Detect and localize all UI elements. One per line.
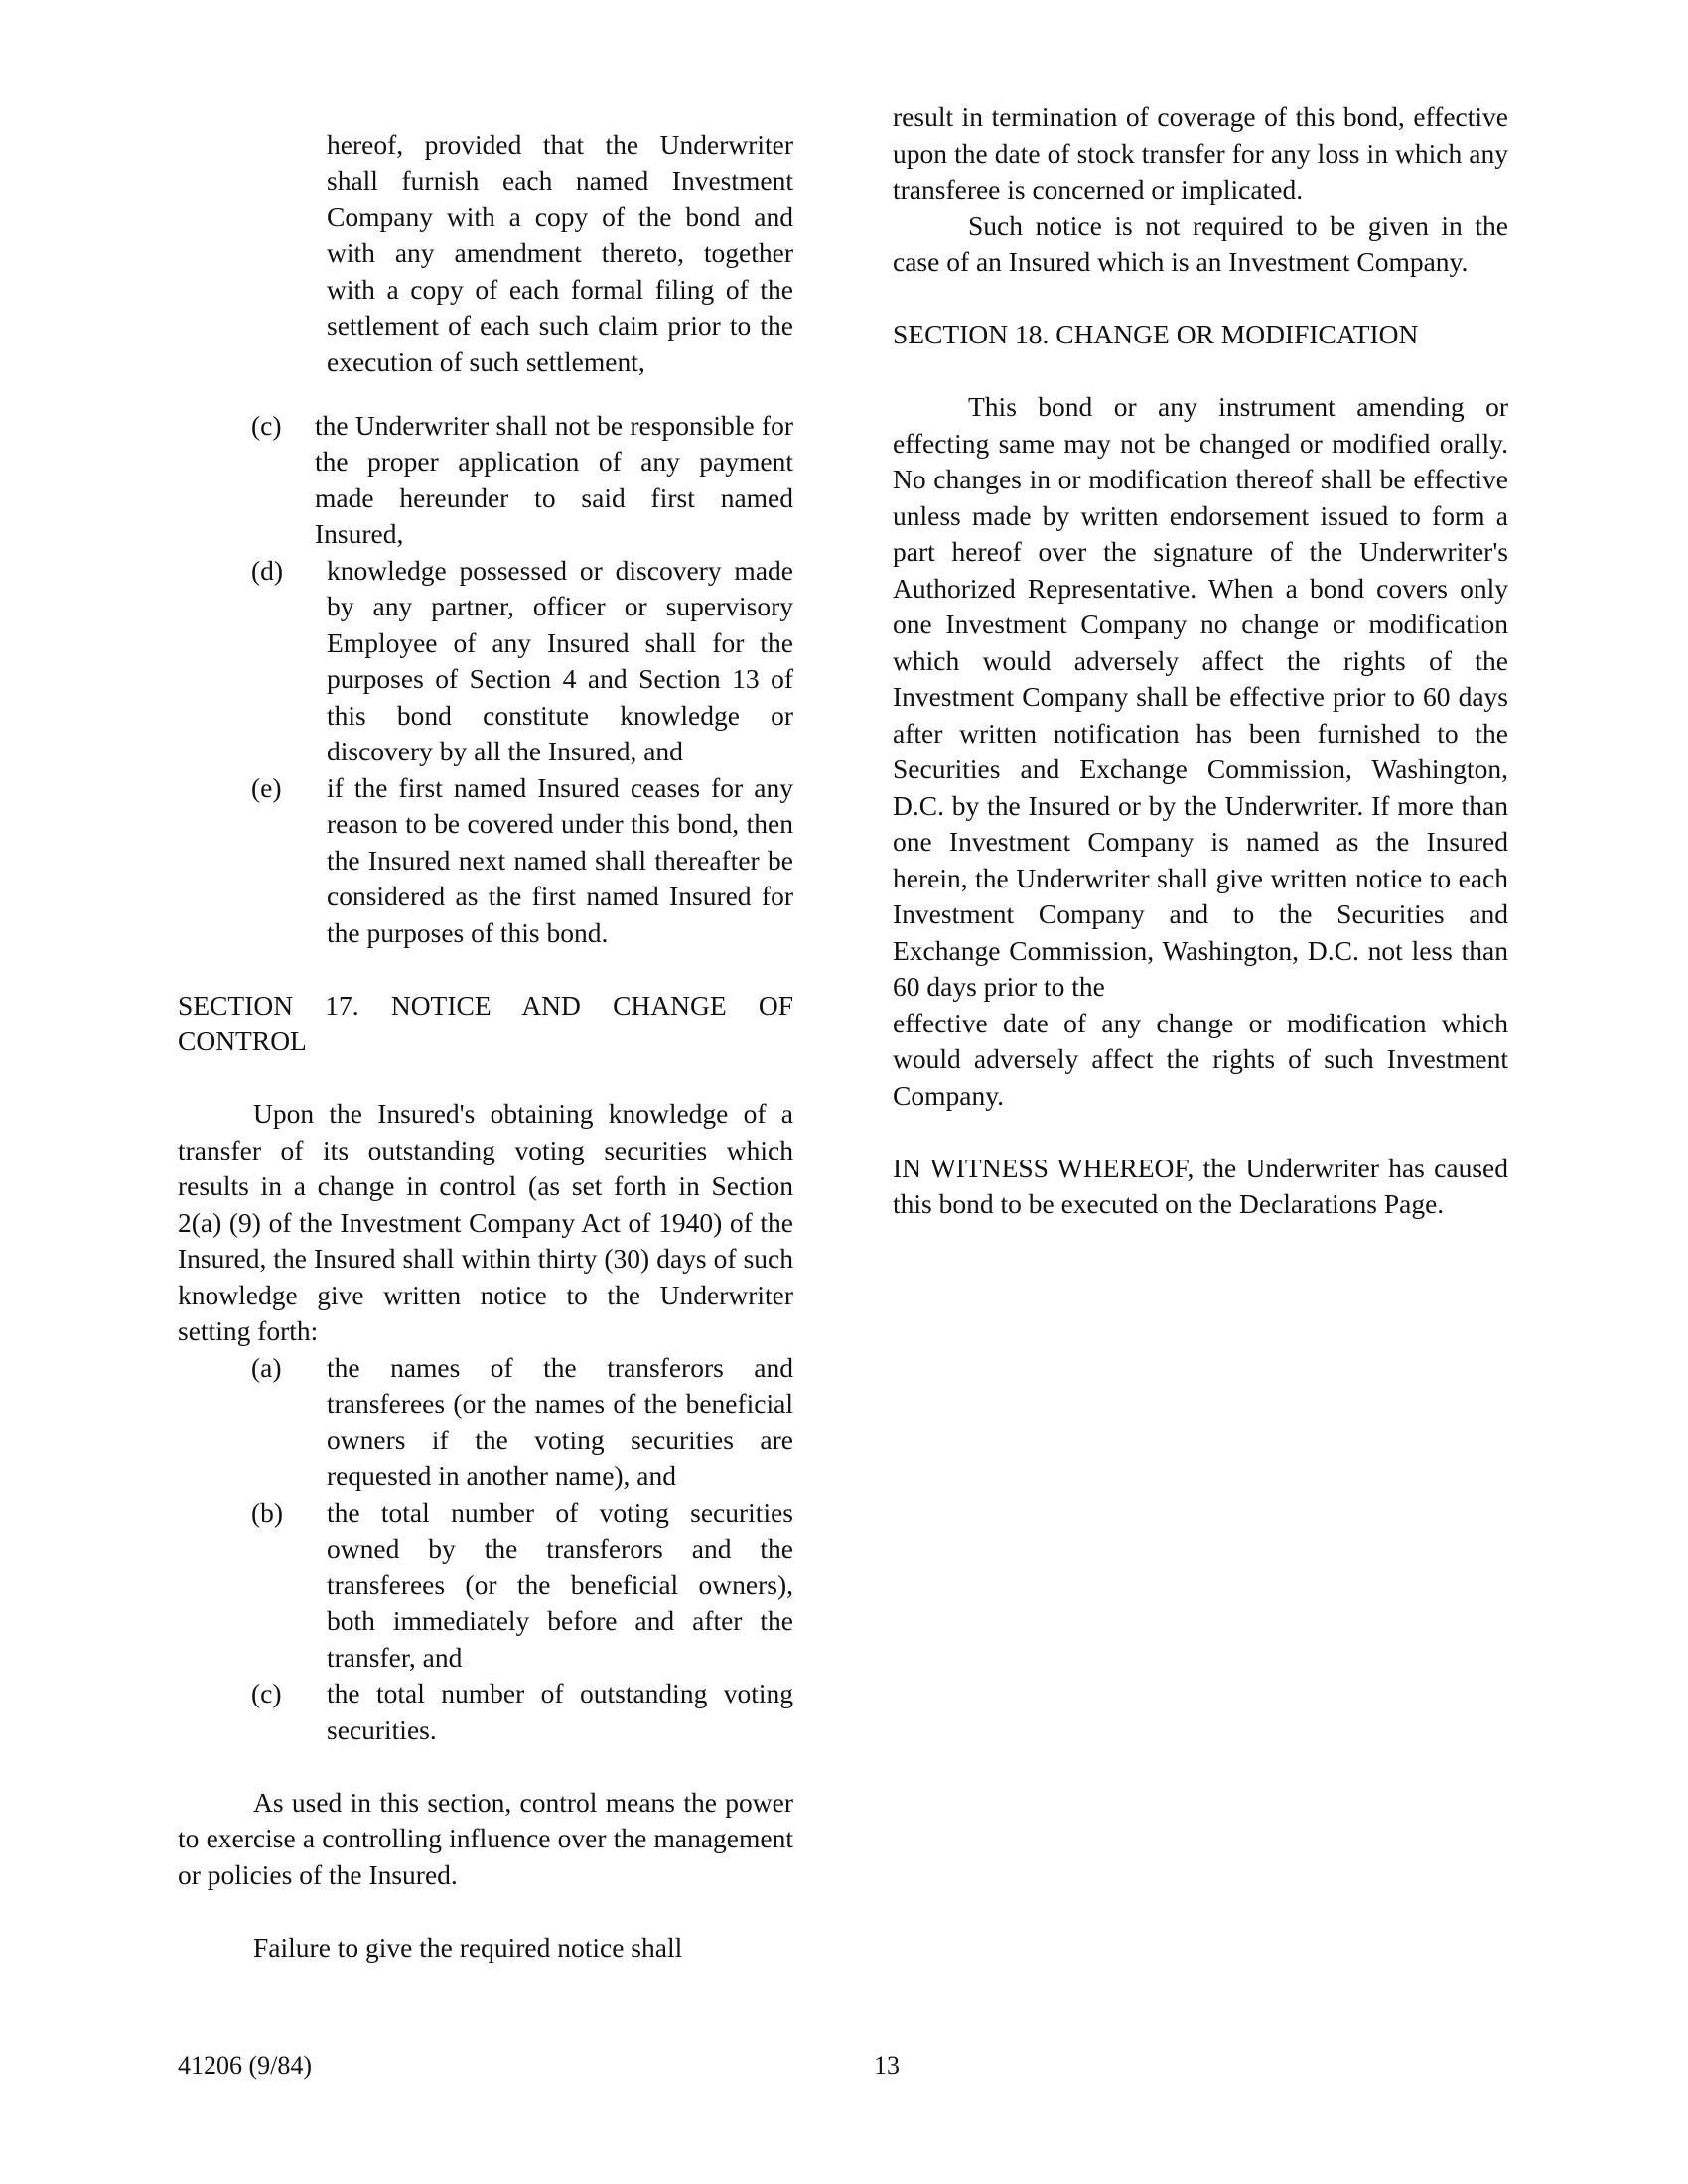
witness-clause: IN WITNESS WHEREOF, the Underwriter has caused this bond to be executed on the Declarations Page. [893,1152,1508,1219]
control-definition: As used in this section, control means the power to exercise a controlling influence over the management or policies of the Insured. [178,1786,793,1890]
list-item-d [178,553,793,770]
section-17-heading: SECTION 17. NOTICE AND CHANGE OF CONTROL [178,989,793,1056]
list-label: (d) [251,554,284,586]
list-text: the names of the transferors and transferees (or the names of the beneficial owners if the voting securities are requested in another name), and [327,1351,793,1491]
failure-notice-start: Failure to give the required notice shall [253,1931,683,1963]
section-17-intro: Upon the Insured's obtaining knowledge of a transfer of its outstanding voting securities which results in a change in control (as set forth in Section 2(a) (9) of the Investment Company Act of 1940) of the Insured, the Insured shall within thirty (30) days of such knowledge give written notice to the Underwriter setting forth: [178,1098,793,1346]
left-column [178,99,793,1966]
continuation-paragraph: hereof, provided that the Underwriter shall furnish each named Investment Company with a copy of the bond and with any amendment thereto, together with a copy of each formal filing of the settlement of each such claim prior to the execution of such settlement, [327,128,793,377]
list-item-c2 [178,1676,793,1748]
list-item-c [178,408,793,553]
list-item-a [178,1350,793,1495]
list-label: (e) [251,771,282,803]
failure-notice-end: result in termination of coverage of this bond, effective upon the date of stock transfer for any loss in which any transferee is concerned or implicated. [893,101,1508,205]
list-label: (b) [251,1496,284,1528]
list-text: the Underwriter shall not be responsible for the proper application of any payment made hereunder to said first named Insured, [315,409,793,549]
list-label: (c) [251,1678,282,1708]
list-text: the total number of voting securities owned by the transferors and the transferees (or the beneficial owners), both immediately before and after the transfer, and [327,1496,793,1673]
list-text: the total number of outstanding voting securities. [327,1678,793,1745]
list-label: (c) [251,409,282,441]
notice-exception: Such notice is not required to be given in the case of an Insured which is an Investment Company. [893,209,1508,277]
page-number: 13 [874,2051,900,2080]
list-item-b [178,1495,793,1677]
list-label: (a) [251,1351,282,1383]
section-18-heading: SECTION 18. CHANGE OR MODIFICATION [893,319,1419,349]
list-text: knowledge possessed or discovery made by any partner, officer or supervisory Employee of any Insured shall for the purposes of Section 4 and Section 13 of this bond constitute knowledge or discovery by all the Insured, and [327,554,793,766]
form-number: 41206 (9/84) [178,2051,313,2080]
section-18-body-continued: effective date of any change or modification which would adversely affect the rights of such Investment Company. [893,1007,1508,1111]
list-item-e [178,770,793,952]
section-18-body: This bond or any instrument amending or effecting same may not be changed or modified orally. No changes in or modification thereof shall be effective unless made by written endorsement issued to form a part hereof over the signature of the Underwriter's Authorized Representative. When a bond covers only one Investment Company no change or modification which would adversely affect the rights of the Investment Company shall be effective prior to 60 days after written notification has been furnished to the Securities and Exchange Commission, Washington, D.C. by the Insured or by the Underwriter. If more than one Investment Company is named as the Insured herein, the Underwriter shall give written notice to each Investment Company and to the Securities and Exchange Commission, Washington, D.C. not less than 60 days prior to the [893,391,1508,1002]
list-text: if the first named Insured ceases for any reason to be covered under this bond, then the Insured next named shall thereafter be considered as the first named Insured for the purposes of this bond. [327,771,793,948]
right-column [893,99,1508,1223]
